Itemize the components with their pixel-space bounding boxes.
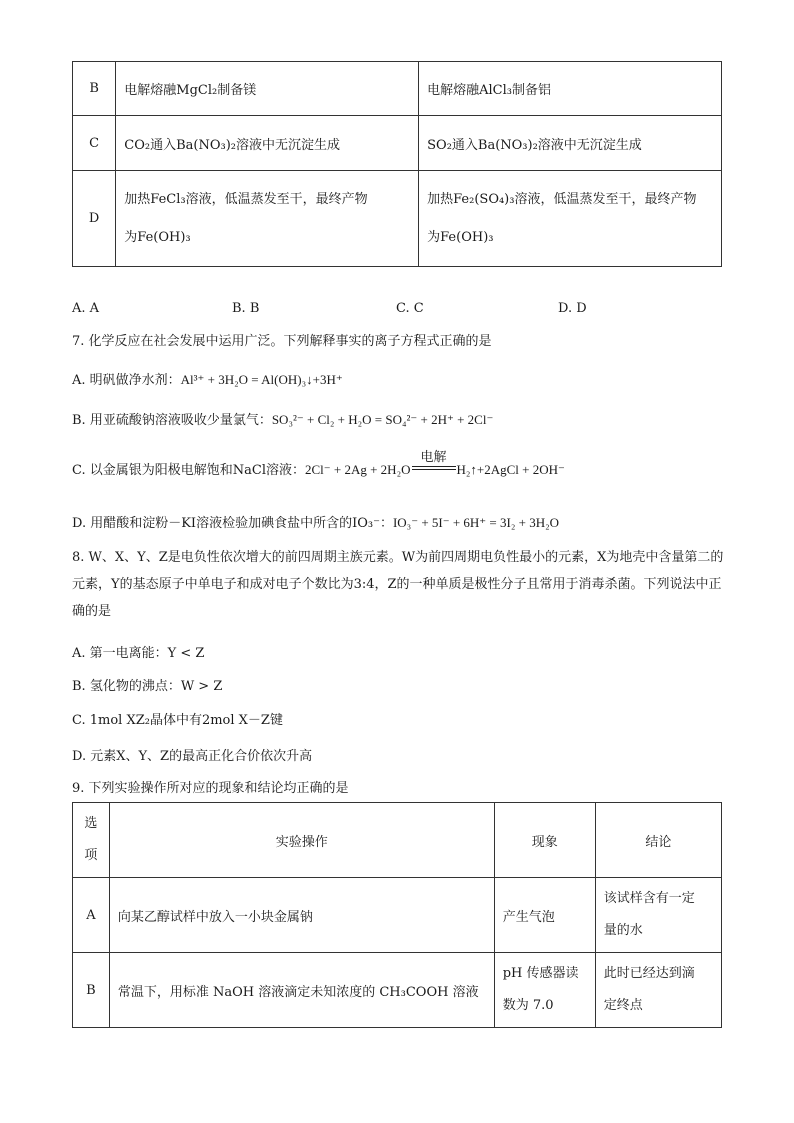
conclusion-cell — [595, 953, 721, 1028]
left-cell: 电解熔融MgCl₂制备镁 — [116, 62, 419, 116]
left-cell — [116, 171, 419, 267]
option-cell: A — [73, 878, 110, 953]
q9-stem: 9. 下列实验操作所对应的现象和结论均正确的是 — [72, 781, 349, 796]
option-cell: B — [73, 62, 116, 116]
q7-stem: 7. 化学反应在社会发展中运用广泛。下列解释事实的离子方程式正确的是 — [72, 334, 492, 349]
header-line: 选 — [84, 816, 98, 831]
cell-line: 该试样含有一定 — [603, 891, 695, 906]
equation: SO₃²⁻ + Cl₂ + H₂O = SO₄²⁻ + 2H⁺ + 2Cl⁻ — [271, 412, 494, 427]
cell-line: 数为 7.0 — [502, 998, 554, 1013]
cell-line: 定终点 — [603, 998, 643, 1013]
q8-option-d[interactable]: D. 元素X、Y、Z的最高正化合价依次升高 — [72, 749, 313, 764]
right-cell: 电解熔融AlCl₃制备铝 — [419, 62, 722, 116]
answer-option-c[interactable]: C. C — [396, 301, 424, 316]
q7-option-d[interactable] — [72, 512, 559, 531]
table-row — [73, 116, 722, 171]
header-conclusion: 结论 — [595, 803, 721, 878]
q6-comparison-table — [72, 61, 722, 267]
phenomenon-cell — [494, 953, 595, 1028]
q8-option-b[interactable]: B. 氢化物的沸点：W > Z — [72, 679, 223, 694]
header-option — [73, 803, 110, 878]
operation-cell: 常温下，用标准 NaOH 溶液滴定未知浓度的 CH₃COOH 溶液 — [109, 953, 494, 1028]
double-line-icon — [412, 466, 456, 470]
answer-option-d[interactable]: D. D — [558, 301, 587, 316]
equation: IO₃⁻ + 5I⁻ + 6H⁺ = 3I₂ + 3H₂O — [392, 515, 560, 530]
table-row — [73, 62, 722, 116]
q8-option-a[interactable]: A. 第一电离能：Y < Z — [72, 646, 205, 661]
header-phenomenon: 现象 — [494, 803, 595, 878]
q8-stem: 8. W、X、Y、Z是电负性依次增大的前四周期主族元素。W为前四周期电负性最小的元素，X为地壳中含量第二的元素，Y的基态原子中单电子和成对电子个数比为3:4，Z的一种单质是极性分子且常用于消毒杀菌。下列说法中正确的是 — [72, 550, 724, 619]
option-label: B. 用亚硫酸钠溶液吸收少量氯气： — [72, 413, 272, 428]
option-label: D. 用醋酸和淀粉－KI溶液检验加碘食盐中所含的IO₃⁻： — [72, 516, 393, 531]
table-row — [73, 878, 722, 953]
option-label: C. 以金属银为阳极电解饱和NaCl溶液： — [72, 463, 305, 478]
right-cell — [419, 171, 722, 267]
option-cell: C — [73, 116, 116, 171]
cell-line: pH 传感器读 — [502, 966, 579, 981]
equation: Al³⁺ + 3H₂O = Al(OH)₃↓+3H⁺ — [180, 372, 343, 387]
header-operation: 实验操作 — [109, 803, 494, 878]
equation-left: 2Cl⁻ + 2Ag + 2H₂O — [304, 462, 411, 477]
right-cell: SO₂通入Ba(NO₃)₂溶液中无沉淀生成 — [419, 116, 722, 171]
cell-line: 加热FeCl₃溶液，低温蒸发至干，最终产物 — [124, 192, 368, 207]
q9-experiment-table — [72, 802, 722, 1028]
phenomenon-cell: 产生气泡 — [494, 878, 595, 953]
conclusion-cell — [595, 878, 721, 953]
table-row — [73, 171, 722, 267]
q7-option-b[interactable] — [72, 409, 493, 428]
equation-right: H₂↑+2AgCl + 2OH⁻ — [456, 462, 565, 477]
table-row — [73, 953, 722, 1028]
operation-cell: 向某乙醇试样中放入一小块金属钠 — [109, 878, 494, 953]
q7-option-c[interactable] — [72, 450, 565, 478]
option-cell: B — [73, 953, 110, 1028]
cell-line: 量的水 — [603, 923, 643, 938]
q8-option-c[interactable]: C. 1mol XZ₂晶体中有2mol X－Z键 — [72, 713, 283, 728]
cell-line: 为Fe(OH)₃ — [427, 230, 494, 245]
condition-label: 电解 — [420, 450, 447, 465]
left-cell: CO₂通入Ba(NO₃)₂溶液中无沉淀生成 — [116, 116, 419, 171]
reaction-condition — [411, 450, 457, 478]
option-cell: D — [73, 171, 116, 267]
answer-option-a[interactable]: A. A — [72, 301, 100, 316]
cell-line: 为Fe(OH)₃ — [124, 230, 191, 245]
cell-line: 此时已经达到滴 — [603, 966, 695, 981]
option-label: A. 明矾做净水剂： — [72, 373, 181, 388]
table-header-row — [73, 803, 722, 878]
cell-line: 加热Fe₂(SO₄)₃溶液，低温蒸发至干，最终产物 — [427, 192, 697, 207]
q7-option-a[interactable] — [72, 369, 343, 388]
header-line: 项 — [84, 848, 98, 863]
answer-option-b[interactable]: B. B — [232, 301, 260, 316]
